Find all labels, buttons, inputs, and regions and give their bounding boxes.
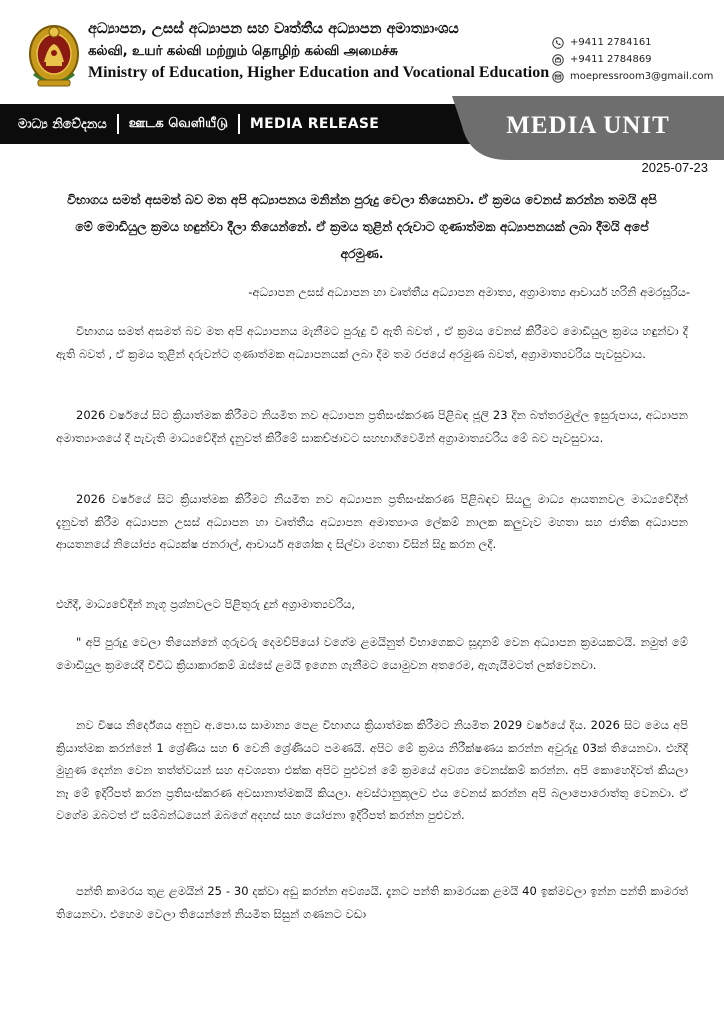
quote-paragraph: නව විෂය නිර්දේශය අනුව අ.පො.ස සාමාන්‍ය පෙළ විභාගය ක්‍රියාත්මක කිරීමට නියමිත 2029 වර්ෂයේ දිය. 2026 සිට මෙය අපි ක්‍රියාත්මක කරන්නේ 1 ශ්‍රේණිය සහ 6 වෙනි ශ්‍රේණියට පමණයි. අපිට මේ ක්‍රමය නිරීක්ෂණය කරන්න අවුරුදු 03ක් තියෙනවා. එහිදී මුහුණ දෙන්න වෙන තත්ත්වයන් සහ අවශ්‍යතා එක්ක අපිට පුළුවන් මේ ක්‍රමයේ අවශ්‍ය වෙනස්කම් කරන්න. අපි කොහෙදිවත් කියලා නෑ මේ ඉදිරිපත් කරන ප්‍රතිසංස්කරණ අවසානාත්මකයි කියලා. අවස්ථානුකූලව එය වෙනස් කරන්න අපි බලාපොරොත්තු වෙනවා. ඒ වගේම ඔබටත් ඒ සම්බන්ධයෙන් ඔබගේ අදහස් සහ යෝජනා ඉදිරිපත් කරන්න පුළුවන්. (56, 718, 688, 822)
quote-paragraph: පන්ති කාමරය තුළ ළමයින් 25 - 30 දක්වා අඩු කරන්න අවශ්‍යයි. දැනට පන්ති කාමරයක ළමයි 40 ඉක්මවලා ඉන්න පන්ති කාමරත් තියෙනවා. එහෙම වෙලා තියෙන්නේ නියමිත සිසුන් ගණනට වඩා (56, 884, 688, 921)
body-paragraph: 2026 වර්ෂයේ සිට ක්‍රියාත්මක කිරීමට නියමිත නව අධ්‍යාපන ප්‍රතිසංස්කරණ පිළිබඳ ජූලි 23 දින බත්තරමුල්ල ඉසුරුපාය, අධ්‍යාපන අමාත්‍යාංශයේ දී පැවැති මාධ්‍යවේදීන් දැනුවත් කිරීමේ සාකච්ඡාවට සහභාගීවෙමින් අග්‍රාමාත්‍යවරිය මේ බව පැවසුවාය. (56, 408, 688, 445)
phone-icon (552, 37, 564, 49)
release-date: 2025-07-23 (641, 160, 708, 175)
contact-email[interactable] (552, 68, 722, 85)
headline: විභාගය සමත් අසමත් බව මත අපි අධ්‍යාපනය මනින්න පුරුදු වෙලා තියෙනවා. ඒ ක්‍රමය වෙනස් කරන්න තමයි අපි මේ මොඩියුල ක්‍රමය හඳුන්වා දීලා තියෙන්නේ. ඒ ක්‍රමය තුළින් දරුවාට ගුණාත්මක අධ්‍යාපනයක් ලබා දීමයි අපේ අරමුණ. (67, 192, 657, 261)
fax-icon (552, 54, 564, 66)
contact-list (552, 34, 722, 85)
letterhead (0, 0, 724, 104)
ministry-title-english: Ministry of Education, Higher Education and Vocational Education (88, 64, 550, 81)
contact-phone (552, 34, 722, 51)
banner-divider (117, 114, 119, 134)
attribution: -අධ්‍යාපන උසස් අධ්‍යාපන හා වෘත්තීය අධ්‍යාපන අමාත්‍ය, අග්‍රාමාත්‍ය ආචාර්ය හරිනි අමරසූරිය- (248, 285, 690, 299)
banner-label-sinhala: මාධ්‍ය නිවේදනය (18, 116, 107, 132)
ministry-title-tamil: கல்வி, உயர் கல்வி மற்றும் தொழிற் கல்வி அமைச்சு (88, 43, 398, 59)
body-paragraph: එහිදී, මාධ්‍යවේදීන් නැගූ ප්‍රශ්නවලට පිළිතුරු දුන් අග්‍රාමාත්‍යවරිය, (56, 597, 356, 611)
banner-label-english: MEDIA RELEASE (249, 116, 380, 132)
contact-phone-text: +9411 2784161 (570, 37, 652, 48)
contact-email-text[interactable]: moepressroom3@gmail.com (570, 71, 714, 82)
quote-paragraph: " අපි පුරුදු වෙලා තියෙන්නේ ගුරුවරු දෙමව්පියෝ වගේම ළමයිනුත් විභාගෙකට සූදානම් වෙන අධ්‍යාපන ක්‍රමයකටයි. නමුත් මේ මොඩියුල ක්‍රමයේදී විවිධ ක්‍රියාකාරකම් ඔස්සේ ළමයි ඉගෙන ගැනීමට යොමුවන අතරෙම, ඇගැයීමටත් ලක්වෙනවා. (56, 635, 688, 672)
body-paragraph: විභාගය සමත් අසමත් බව මත අපි අධ්‍යාපනය මැනීමට පුරුදු වී ඇති බවත් , ඒ ක්‍රමය වෙනස් කිරීමට මොඩියුල ක්‍රමය හඳුන්වා දී ඇති බවත් , ඒ ක්‍රමය තුළින් දරුවන්ට ගුණාත්මක අධ්‍යාපනයක් ලබා දීම තම රජයේ අරමුණ බවත්, අග්‍රාමාත්‍යවරිය පැවසුවාය. (56, 324, 688, 361)
state-emblem-icon (28, 22, 80, 90)
email-icon (552, 71, 564, 83)
ministry-title-sinhala: අධ්‍යාපන, උසස් අධ්‍යාපන සහ වෘත්තීය අධ්‍යාපන අමාත්‍යාංශය (88, 21, 459, 37)
body-paragraph: 2026 වර්ෂයේ සිට ක්‍රියාත්මක කිරීමට නියමිත නව අධ්‍යාපන ප්‍රතිසංස්කරණ පිළිබඳව සියලු මාධ්‍ය ආයතනවල මාධ්‍යවේදීන් දැනුවත් කිරීම අධ්‍යාපන උසස් අධ්‍යාපන හා වෘත්තීය අධ්‍යාපන අමාත්‍යාංශ ලේකම් නාලක කලුවැව මහතා සහ ජාතික අධ්‍යාපන ආයතනයේ නියෝජ්‍ය අධ්‍යක්ෂ ජනරාල්, ආචාර්ය අශෝක ද සිල්වා මහතා විසින් සිදු කරන ලදී. (56, 492, 688, 551)
banner-divider (238, 114, 240, 134)
contact-fax-text: +9411 2784869 (570, 54, 652, 65)
media-unit-label: MEDIA UNIT (506, 112, 670, 139)
contact-fax (552, 51, 722, 68)
banner-label-tamil: ஊடக வெளியீடு (128, 116, 228, 131)
